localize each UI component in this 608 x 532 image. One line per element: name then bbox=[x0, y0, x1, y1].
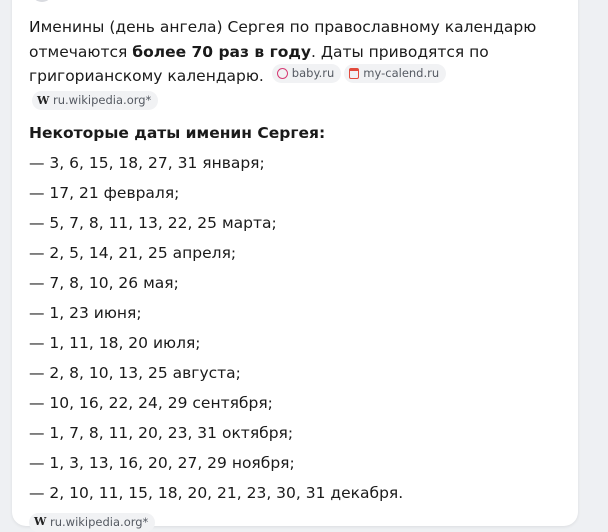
footer-sources bbox=[29, 512, 569, 532]
intro-paragraph bbox=[29, 15, 569, 113]
date-list-item: — 17, 21 февраля; bbox=[29, 184, 180, 202]
wikipedia-icon: W bbox=[37, 93, 50, 107]
dates-subheading: Некоторые даты именин Сергея: bbox=[29, 124, 326, 142]
answer-content bbox=[29, 15, 569, 532]
dates-list bbox=[29, 152, 569, 512]
date-list-item: — 1, 3, 13, 16, 20, 27, 29 ноября; bbox=[29, 454, 295, 472]
intro-text: Именины (день ангела) Сергея по православному календарю отмечаются bbox=[29, 18, 537, 61]
source-chip-baby-ru[interactable] bbox=[272, 64, 342, 83]
source-chip-label: ru.wikipedia.org* bbox=[50, 514, 149, 529]
source-chip-wikipedia[interactable] bbox=[32, 91, 158, 110]
intro-highlight: более 70 раз в году bbox=[132, 42, 311, 61]
answer-card bbox=[12, 0, 578, 529]
source-chip-label: baby.ru bbox=[291, 66, 335, 80]
date-list-item: — 2, 10, 11, 15, 18, 20, 21, 23, 30, 31 декабря. bbox=[29, 484, 404, 502]
date-list-item: — 1, 23 июня; bbox=[29, 304, 142, 322]
date-list-item: — 5, 7, 8, 11, 13, 22, 25 марта; bbox=[29, 214, 277, 232]
date-list-item: — 10, 16, 22, 24, 29 сентября; bbox=[29, 394, 273, 412]
source-chip-label: ru.wikipedia.org* bbox=[53, 93, 152, 107]
source-chip-my-calend[interactable] bbox=[344, 64, 446, 83]
source-chip-label: my-calend.ru bbox=[363, 66, 440, 80]
date-list-item: — 2, 5, 14, 21, 25 апреля; bbox=[29, 244, 237, 262]
date-list-item: — 2, 8, 10, 13, 25 августа; bbox=[29, 364, 241, 382]
date-list-item: — 7, 8, 10, 26 мая; bbox=[29, 274, 179, 292]
date-list-item: — 1, 7, 8, 11, 20, 23, 31 октября; bbox=[29, 424, 294, 442]
date-list-item: — 3, 6, 15, 18, 27, 31 января; bbox=[29, 154, 265, 172]
source-chip-wikipedia-footer[interactable] bbox=[29, 513, 155, 532]
card-top-decoration bbox=[31, 0, 53, 2]
wikipedia-icon: W bbox=[34, 515, 47, 528]
intro-text-end: . Даты приводятся по григорианскому календарю. bbox=[29, 42, 489, 85]
baby-ru-icon bbox=[277, 68, 288, 79]
calendar-icon bbox=[349, 68, 359, 79]
date-list-item: — 1, 11, 18, 20 июля; bbox=[29, 334, 201, 352]
